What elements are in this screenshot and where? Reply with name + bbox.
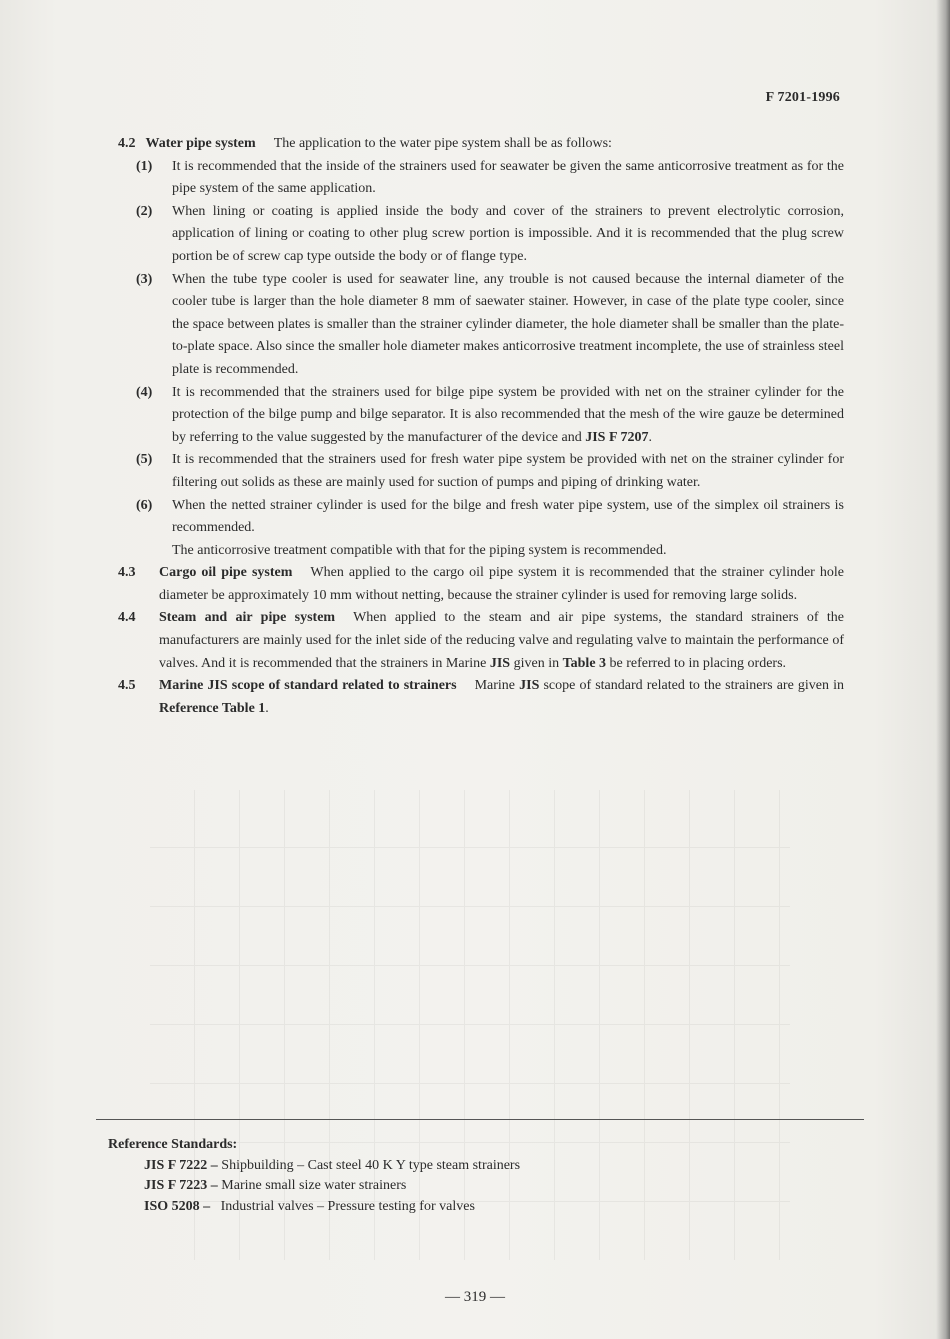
section-title: Marine JIS scope of standard related to strainers	[159, 678, 457, 694]
item-text: When the netted strainer cylinder is used for the bilge and fresh water pipe system, use of the simplex oil strainers is recommended.	[172, 497, 844, 536]
section-text: be referred to in placing orders.	[609, 655, 787, 671]
section-title: Water pipe system	[145, 136, 256, 151]
reference-standards	[108, 1135, 520, 1217]
table-reference: Table 3	[562, 655, 607, 671]
item-number: (5)	[136, 452, 153, 468]
item-number: (4)	[136, 384, 153, 400]
section-4-4	[118, 607, 844, 675]
reference-heading: Reference Standards:	[108, 1137, 238, 1152]
section-number: 4.5	[118, 678, 136, 694]
section-intro: The application to the water pipe system shall be as follows:	[273, 136, 612, 151]
section-text: given in	[513, 655, 560, 671]
item-number: (6)	[136, 497, 153, 513]
reference-code: ISO 5208 –	[144, 1198, 211, 1214]
reference-title: Marine small size water strainers	[221, 1178, 407, 1193]
document-number: F 7201-1996	[765, 90, 840, 105]
section-note: The anticorrosive treatment compatible with that for the piping system is recommended.	[172, 542, 667, 558]
section-text: scope of standard related to the strainers are given in	[543, 678, 844, 694]
page-edge-shadow	[936, 0, 950, 1339]
section-title: Steam and air pipe system	[159, 610, 336, 626]
standard-reference: JIS	[489, 655, 511, 671]
section-number: 4.3	[118, 565, 136, 581]
section-text: When applied to the cargo oil pipe system it is recommended that the strainer cylinder hole diameter be approximately 10 mm without netting, because the strainer cylinder is used for removing large solids.	[159, 565, 845, 603]
list-item	[118, 495, 844, 540]
reference-item	[108, 1176, 520, 1197]
footnote-divider	[96, 1119, 864, 1120]
item-text: It is recommended that the inside of the strainers used for seawater be given the same anticorrosive treatment as for the pipe system of the same application.	[172, 158, 844, 197]
list-item	[118, 449, 844, 494]
item-number: (3)	[136, 271, 153, 287]
list-item	[118, 269, 844, 382]
punctuation: .	[265, 700, 269, 716]
section-number: 4.4	[118, 610, 136, 626]
item-text: It is recommended that the strainers used for fresh water pipe system be provided with net on the strainer cylinder for filtering out solids as these are mainly used for suction of pumps and piping of drinking water.	[172, 452, 844, 490]
item-number: (2)	[136, 203, 153, 219]
item-text: It is recommended that the strainers used for bilge pipe system be provided with net on the strainer cylinder for the protection of the bilge pump and bilge separator. It is also recommended that the mesh of the wire gauze be determined by referring to the value suggested by the manufacturer of the device and	[172, 384, 844, 445]
list-item	[118, 382, 844, 450]
page-number: — 319 —	[445, 1289, 505, 1305]
section-text: When applied to the steam and air pipe systems, the standard strainers of the manufacturers are mainly used for the inlet side of the reducing valve and regulating valve to maintain the performance of valves. And it is recommended that the strainers in Marine	[159, 610, 845, 671]
list-item	[118, 201, 844, 269]
section-number: 4.2	[118, 136, 136, 151]
reference-code: JIS F 7223 –	[144, 1178, 218, 1193]
section-title: Cargo oil pipe system	[159, 565, 293, 581]
reference-item	[108, 1197, 520, 1218]
main-body	[118, 133, 844, 720]
reference-code: JIS F 7222 –	[144, 1157, 218, 1173]
reference-title: Shipbuilding – Cast steel 40 K Y type steam strainers	[221, 1157, 521, 1173]
reference-title: Industrial valves – Pressure testing for valves	[220, 1198, 475, 1214]
item-number: (1)	[136, 158, 153, 174]
section-4-3	[118, 562, 844, 607]
item-text: When lining or coating is applied inside the body and cover of the strainers to prevent electrolytic corrosion, application of lining or coating to other plug screw portion is impossible. And it is recommended that the plug screw portion be of screw cap type outside the body or of flange type.	[172, 203, 844, 264]
punctuation: .	[648, 429, 653, 445]
reference-item	[108, 1156, 520, 1177]
section-text: Marine	[474, 678, 516, 694]
section-4-2-heading	[118, 133, 844, 156]
list-item	[118, 156, 844, 201]
section-4-5	[118, 675, 844, 720]
item-text: When the tube type cooler is used for seawater line, any trouble is not caused because the internal diameter of the cooler tube is larger than the hole diameter 8 mm of saewater stainer. However, in case of the plate type cooler, since the space between plates is smaller than the strainer cylinder diameter, the hole diameter shall be smaller than the plate-to-plate space. Also since the smaller hole diameter makes anticorrosive treatment incomplete, the use of strainless steel plate is recommended.	[172, 271, 844, 377]
table-reference: Reference Table 1	[159, 700, 266, 716]
standard-reference: JIS	[519, 678, 540, 694]
standard-reference: JIS F 7207	[585, 429, 649, 445]
